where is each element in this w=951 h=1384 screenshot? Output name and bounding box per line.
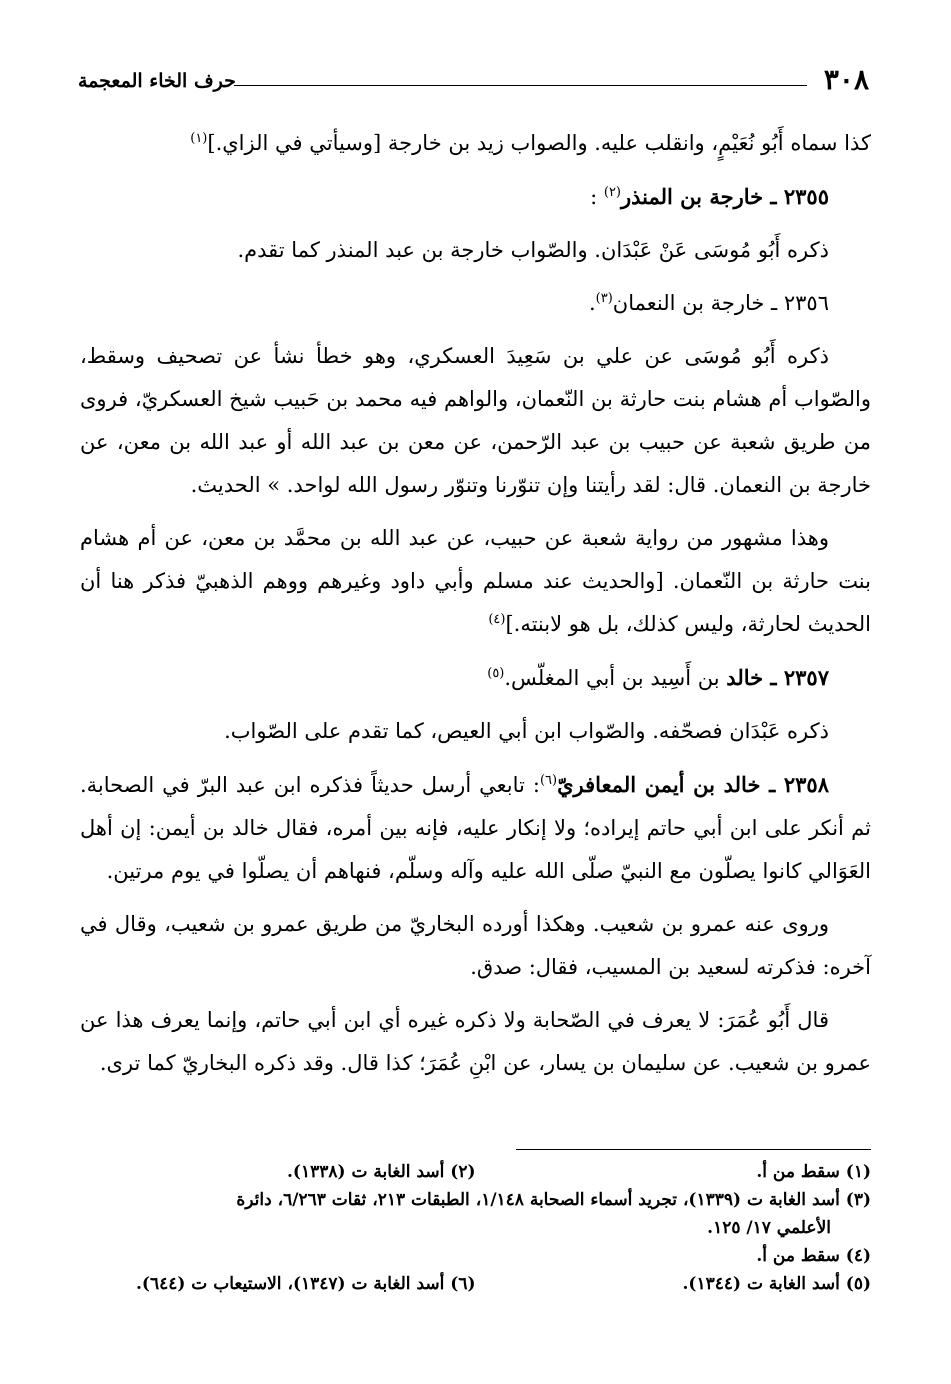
- footnote-ref[interactable]: (١): [190, 131, 208, 146]
- entry-heading: ٢٣٥٧ ـ خالد: [726, 665, 829, 690]
- entry-heading: ٢٣٥٨ ـ خالد بن أيمن المعافريّ: [557, 772, 829, 797]
- footnote-rule: [516, 1149, 871, 1150]
- footnote-1: (١) سقط من أ.: [756, 1162, 871, 1182]
- paragraph: قال أَبُو عُمَرَ: لا يعرف في الصّحابة ولا ذكره غيره أي ابن أبي حاتم، وإنما يعرف هذا عن عمرو بن شعيب. عن سليمان بن يسار، عن ابْنِ عُمَرَ؛ كذا قال. وقد ذكره البخاريّ كما ترى.: [80, 1008, 871, 1075]
- paragraph: [80, 517, 871, 646]
- footnote-ref[interactable]: (٤): [488, 612, 506, 627]
- entry-heading: ٢٣٥٥ ـ خارجة بن المنذر: [621, 184, 829, 209]
- main-text: [80, 122, 871, 1095]
- entry-2358: [80, 763, 871, 893]
- entry-2357: [80, 656, 871, 700]
- footnotes: [80, 1158, 871, 1298]
- footnote-5: (٥) أسد الغابة ت (١٣٤٤).: [682, 1274, 871, 1294]
- entry-2355: [80, 175, 871, 219]
- entry-2356: [80, 282, 871, 325]
- paragraph: ذكره أَبُو مُوسَى عن علي بن سَعِيدَ العسكري، وهو خطأ نشأ عن تصحيف وسقط، والصّواب أم هشام بنت حارثة بن النّعمان، والواهم فيه محمد بن حَبيب شيخ العسكريّ، فروى من طريق شعبة عن حبيب بن عبد الرّحمن، عن معن بن عبد الله أو عبد الله بن معن، عن خارجة بن النعمان. قال: لقد رأيتنا وإن تنوّرنا وتنوّر رسول الله لواحد. » الحديث.: [80, 344, 871, 497]
- footnote-4: (٤) سقط من أ.: [756, 1246, 871, 1266]
- paragraph: ذكره عَبْدَان فصحّفه. والصّواب ابن أبي العيص، كما تقدم على الصّواب.: [224, 719, 829, 743]
- entry-heading-tail: :: [590, 185, 604, 209]
- page-number: ٣٠٨: [823, 63, 869, 96]
- footnote-3-line-2: الأعلمي ١٧/ ١٢٥.: [707, 1218, 831, 1238]
- paragraph-text: وهذا مشهور من رواية شعبة عن حبيب، عن عبد الله بن محمَّد بن معن، عن أم هشام بنت حارثة بن النّعمان. [والحديث عند مسلم وأبي داود وغيرهم ووهم الذهبيّ فذكر هنا أن الحديث لحارثة، وليس كذلك، بل هو لابنته.]: [80, 526, 871, 636]
- footnote-ref[interactable]: (٢): [603, 185, 621, 200]
- entry-heading: ٢٣٥٦ ـ خارجة بن النعمان: [612, 291, 829, 315]
- footnote-ref[interactable]: (٥): [487, 666, 505, 681]
- running-title: حرف الخاء المعجمة: [78, 70, 236, 92]
- footnote-3-line-1: (٣) أسد الغابة ت (١٣٣٩)، تجريد أسماء الصحابة ١/١٤٨، الطبقات ٢١٣، ثقات ٦/٢٦٣، دائرة: [236, 1190, 871, 1210]
- paragraph: ذكره أَبُو مُوسَى عَنْ عَبْدَان. والصّواب خارجة بن عبد المنذر كما تقدم.: [237, 238, 829, 262]
- footnote-3: [80, 1186, 871, 1242]
- paragraph: وروى عنه عمرو بن شعيب. وهكذا أورده البخاريّ من طريق عمرو بن شعيب، وقال في آخره: فذكرته لسعيد بن المسيب، فقال: صدق.: [80, 912, 871, 979]
- footnote-ref[interactable]: (٣): [595, 291, 613, 306]
- footnote-row: [80, 1158, 871, 1186]
- entry-heading-tail: .: [588, 291, 596, 315]
- footnote-ref[interactable]: (٦): [539, 773, 558, 788]
- header-rule: [234, 85, 807, 86]
- paragraph-text: كذا سماه أَبُو نُعَيْمٍ، وانقلب عليه. والصواب زيد بن خارجة [وسيأتي في الزاي.]: [207, 131, 871, 155]
- footnote-2: (٢) أسد الغابة ت (١٣٣٨).: [287, 1162, 476, 1182]
- entry-body: : تابعي أرسل حديثاً فذكره ابن عبد البرّ في الصحابة. ثم أنكر على ابن أبي حاتم إيراده؛ ولا إنكار عليه، فإنه بين أمره، فقال خالد بن أيمن: إن أهل العَوَالي كانوا يصلّون مع النبيّ صلّى الله عليه وآله وسلّم، فنهاهم أن يصلّوا في يوم مرتين.: [80, 773, 871, 883]
- page-header: [78, 62, 869, 102]
- footnote-6: (٦) أسد الغابة ت (١٣٤٧)، الاستيعاب ت (٦٤٤).: [135, 1274, 476, 1294]
- paragraph-continuation: [80, 122, 871, 165]
- entry-heading-rest: بن أَسِيد بن أبي المغلّس.: [504, 666, 727, 690]
- footnote-row: [80, 1270, 871, 1298]
